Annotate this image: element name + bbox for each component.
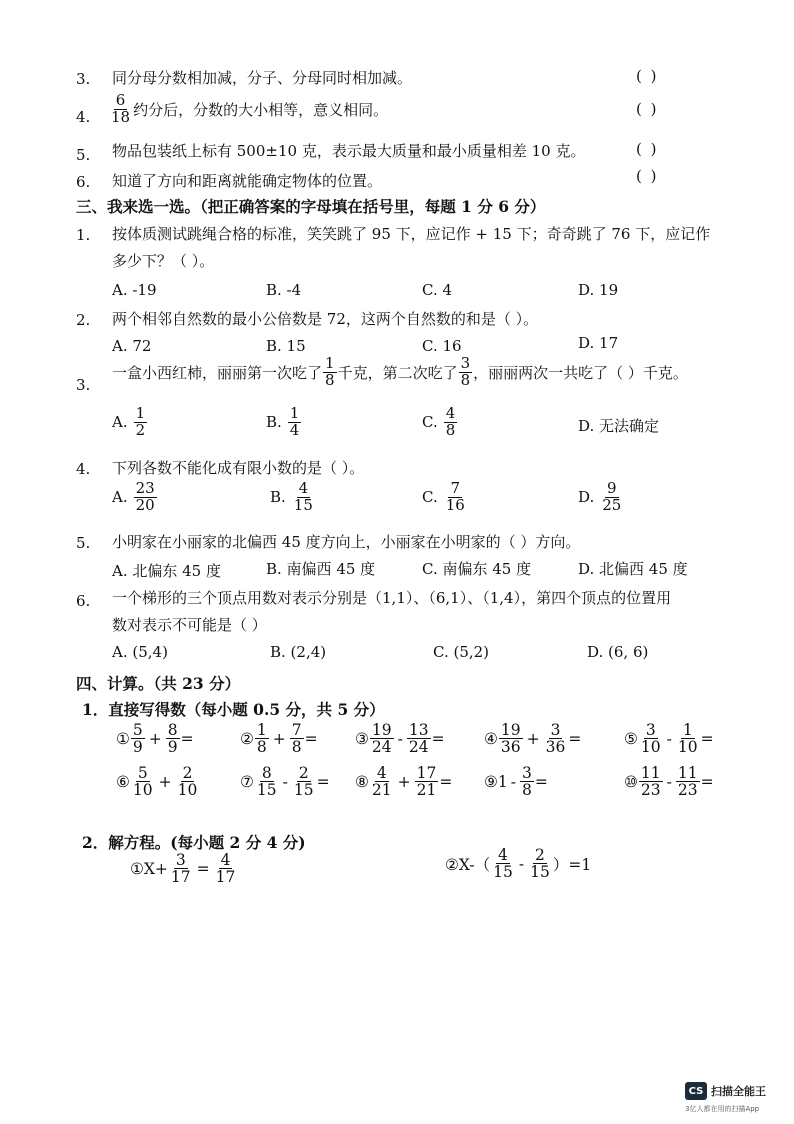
fraction-1-8: $\frac{1}{8}$ <box>325 354 335 389</box>
calc-expression: ⑧ $\frac{4}{21}$ + $\frac{17}{21}$ = <box>355 764 453 800</box>
option-d[interactable]: D. 北偏西 45 度 <box>578 560 688 578</box>
question-text: 两个相邻自然数的最小公倍数是 72，这两个自然数的和是（ ）。 <box>112 310 539 328</box>
calc-expression: ⑩ $\frac{11}{23}$ - $\frac{11}{23}$ = <box>624 764 714 800</box>
item-number: 1. <box>76 226 91 244</box>
item-number: 5. <box>76 146 91 164</box>
subsection-equations: 2．解方程。(每小题 2 分 4 分) <box>82 833 306 852</box>
option-b[interactable]: B. 南偏西 45 度 <box>266 560 376 578</box>
answer-bracket[interactable]: ( ) <box>636 100 659 118</box>
item-number: 6. <box>76 592 91 610</box>
question-text: 一盒小西红柿，丽丽第一次吃了 $\frac{1}{8}$ 千克，第二次吃了 $\frac{3}{8}$ ，丽丽两次一共吃了（ ）千克。 <box>112 354 688 389</box>
option-d[interactable]: D. 17 <box>578 334 619 352</box>
option-c[interactable]: C. $\frac{7}{16}$ <box>422 479 465 514</box>
option-c[interactable]: C. 南偏东 45 度 <box>422 560 532 578</box>
calc-expression: ⑥ $\frac{5}{10}$ + $\frac{2}{10}$ <box>116 764 198 800</box>
equation-1: ①X+ $\frac{3}{17}$ = $\frac{4}{17}$ <box>130 851 236 887</box>
option-d[interactable]: D. 19 <box>578 281 619 299</box>
item-number: 3. <box>76 376 91 394</box>
item-number: 4. <box>76 460 91 478</box>
item-number: 3. <box>76 70 91 88</box>
item-text: 物品包装纸上标有 500±10 克，表示最大质量和最小质量相差 10 克。 <box>112 142 586 160</box>
option-d[interactable]: D. 无法确定 <box>578 417 660 435</box>
option-a[interactable]: A. $\frac{23}{20}$ <box>112 479 155 514</box>
fraction-3-8: $\frac{3}{8}$ <box>460 354 471 389</box>
calc-expression: ⑤ $\frac{3}{10}$ - $\frac{1}{10}$ = <box>624 721 714 757</box>
scanner-app-name: 扫描全能王 <box>711 1085 766 1098</box>
option-d[interactable]: D. $\frac{9}{25}$ <box>578 479 622 514</box>
fraction-6-18: $\frac{6}{18}$ <box>111 91 131 126</box>
item-number: 4. <box>76 108 91 126</box>
option-c[interactable]: C. 4 <box>422 281 453 299</box>
question-text: 小明家在小丽家的北偏西 45 度方向上，小丽家在小明家的（ ）方向。 <box>112 533 581 551</box>
option-b[interactable]: B. -4 <box>266 281 302 299</box>
calc-expression: ④ $\frac{19}{36}$ + $\frac{3}{36}$ = <box>484 721 582 757</box>
calc-expression: ② $\frac{1}{8}$ + $\frac{7}{8}$ = <box>240 721 318 757</box>
item-text: 约分后，分数的大小相等，意义相同。 <box>133 100 389 119</box>
option-b[interactable]: B. 15 <box>266 337 306 355</box>
item-text: 知道了方向和距离就能确定物体的位置。 <box>112 172 383 190</box>
item-number: 6. <box>76 173 91 191</box>
option-c[interactable]: C. 16 <box>422 337 462 355</box>
option-b[interactable]: B. (2,4) <box>270 643 327 661</box>
cs-logo-icon: CS <box>685 1082 707 1100</box>
item-text: 同分母分数相加减，分子、分母同时相加减。 <box>112 69 413 87</box>
section-4-title: 四、计算。（共 23 分） <box>76 674 241 693</box>
answer-bracket[interactable]: ( ) <box>636 67 659 85</box>
option-c[interactable]: C. $\frac{4}{8}$ <box>422 404 456 439</box>
option-a[interactable]: A. $\frac{1}{2}$ <box>112 404 146 439</box>
question-text: 一个梯形的三个顶点用数对表示分别是（1,1）、（6,1）、（1,4），第四个顶点的位置用 <box>112 589 672 607</box>
option-a[interactable]: A. -19 <box>112 281 157 299</box>
answer-bracket[interactable]: ( ) <box>636 167 659 185</box>
scanner-logo <box>685 1082 766 1100</box>
option-d[interactable]: D. (6, 6) <box>587 643 649 661</box>
answer-bracket[interactable]: ( ) <box>636 140 659 158</box>
item-number: 2. <box>76 311 91 329</box>
option-a[interactable]: A. 北偏东 45 度 <box>112 562 221 580</box>
equation-2: ②X-（ $\frac{4}{15}$ - $\frac{2}{15}$ ）=1 <box>445 846 592 882</box>
option-a[interactable]: A. 72 <box>112 337 152 355</box>
question-text: 数对表示不可能是（ ） <box>112 616 267 634</box>
question-text: 下列各数不能化成有限小数的是（ ）。 <box>112 459 365 477</box>
item-number: 5. <box>76 534 91 552</box>
section-3-title: 三、我来选一选。（把正确答案的字母填在括号里，每题 1 分 6 分） <box>76 197 546 216</box>
option-c[interactable]: C. (5,2) <box>433 643 490 661</box>
question-text: 多少下？（ ）。 <box>112 252 215 270</box>
calc-expression: ⑨ 1 - $\frac{3}{8}$ = <box>484 764 548 800</box>
calc-expression: ⑦ $\frac{8}{15}$ - $\frac{2}{15}$ = <box>240 764 330 800</box>
calc-expression: ③ $\frac{19}{24}$ - $\frac{13}{24}$ = <box>355 721 445 757</box>
calc-expression: ① $\frac{5}{9}$ + $\frac{8}{9}$ = <box>116 721 194 757</box>
question-text: 按体质测试跳绳合格的标准，笑笑跳了 95 下，应记作 + 15 下；奇奇跳了 76 下，应记作 <box>112 225 711 243</box>
scanner-tagline: 3亿人都在用的扫描App <box>685 1105 760 1113</box>
subsection-direct-results: 1．直接写得数（每小题 0.5 分，共 5 分） <box>82 700 385 719</box>
option-b[interactable]: B. $\frac{1}{4}$ <box>266 404 300 439</box>
option-b[interactable]: B. $\frac{4}{15}$ <box>270 479 313 514</box>
option-a[interactable]: A. (5,4) <box>112 643 168 661</box>
